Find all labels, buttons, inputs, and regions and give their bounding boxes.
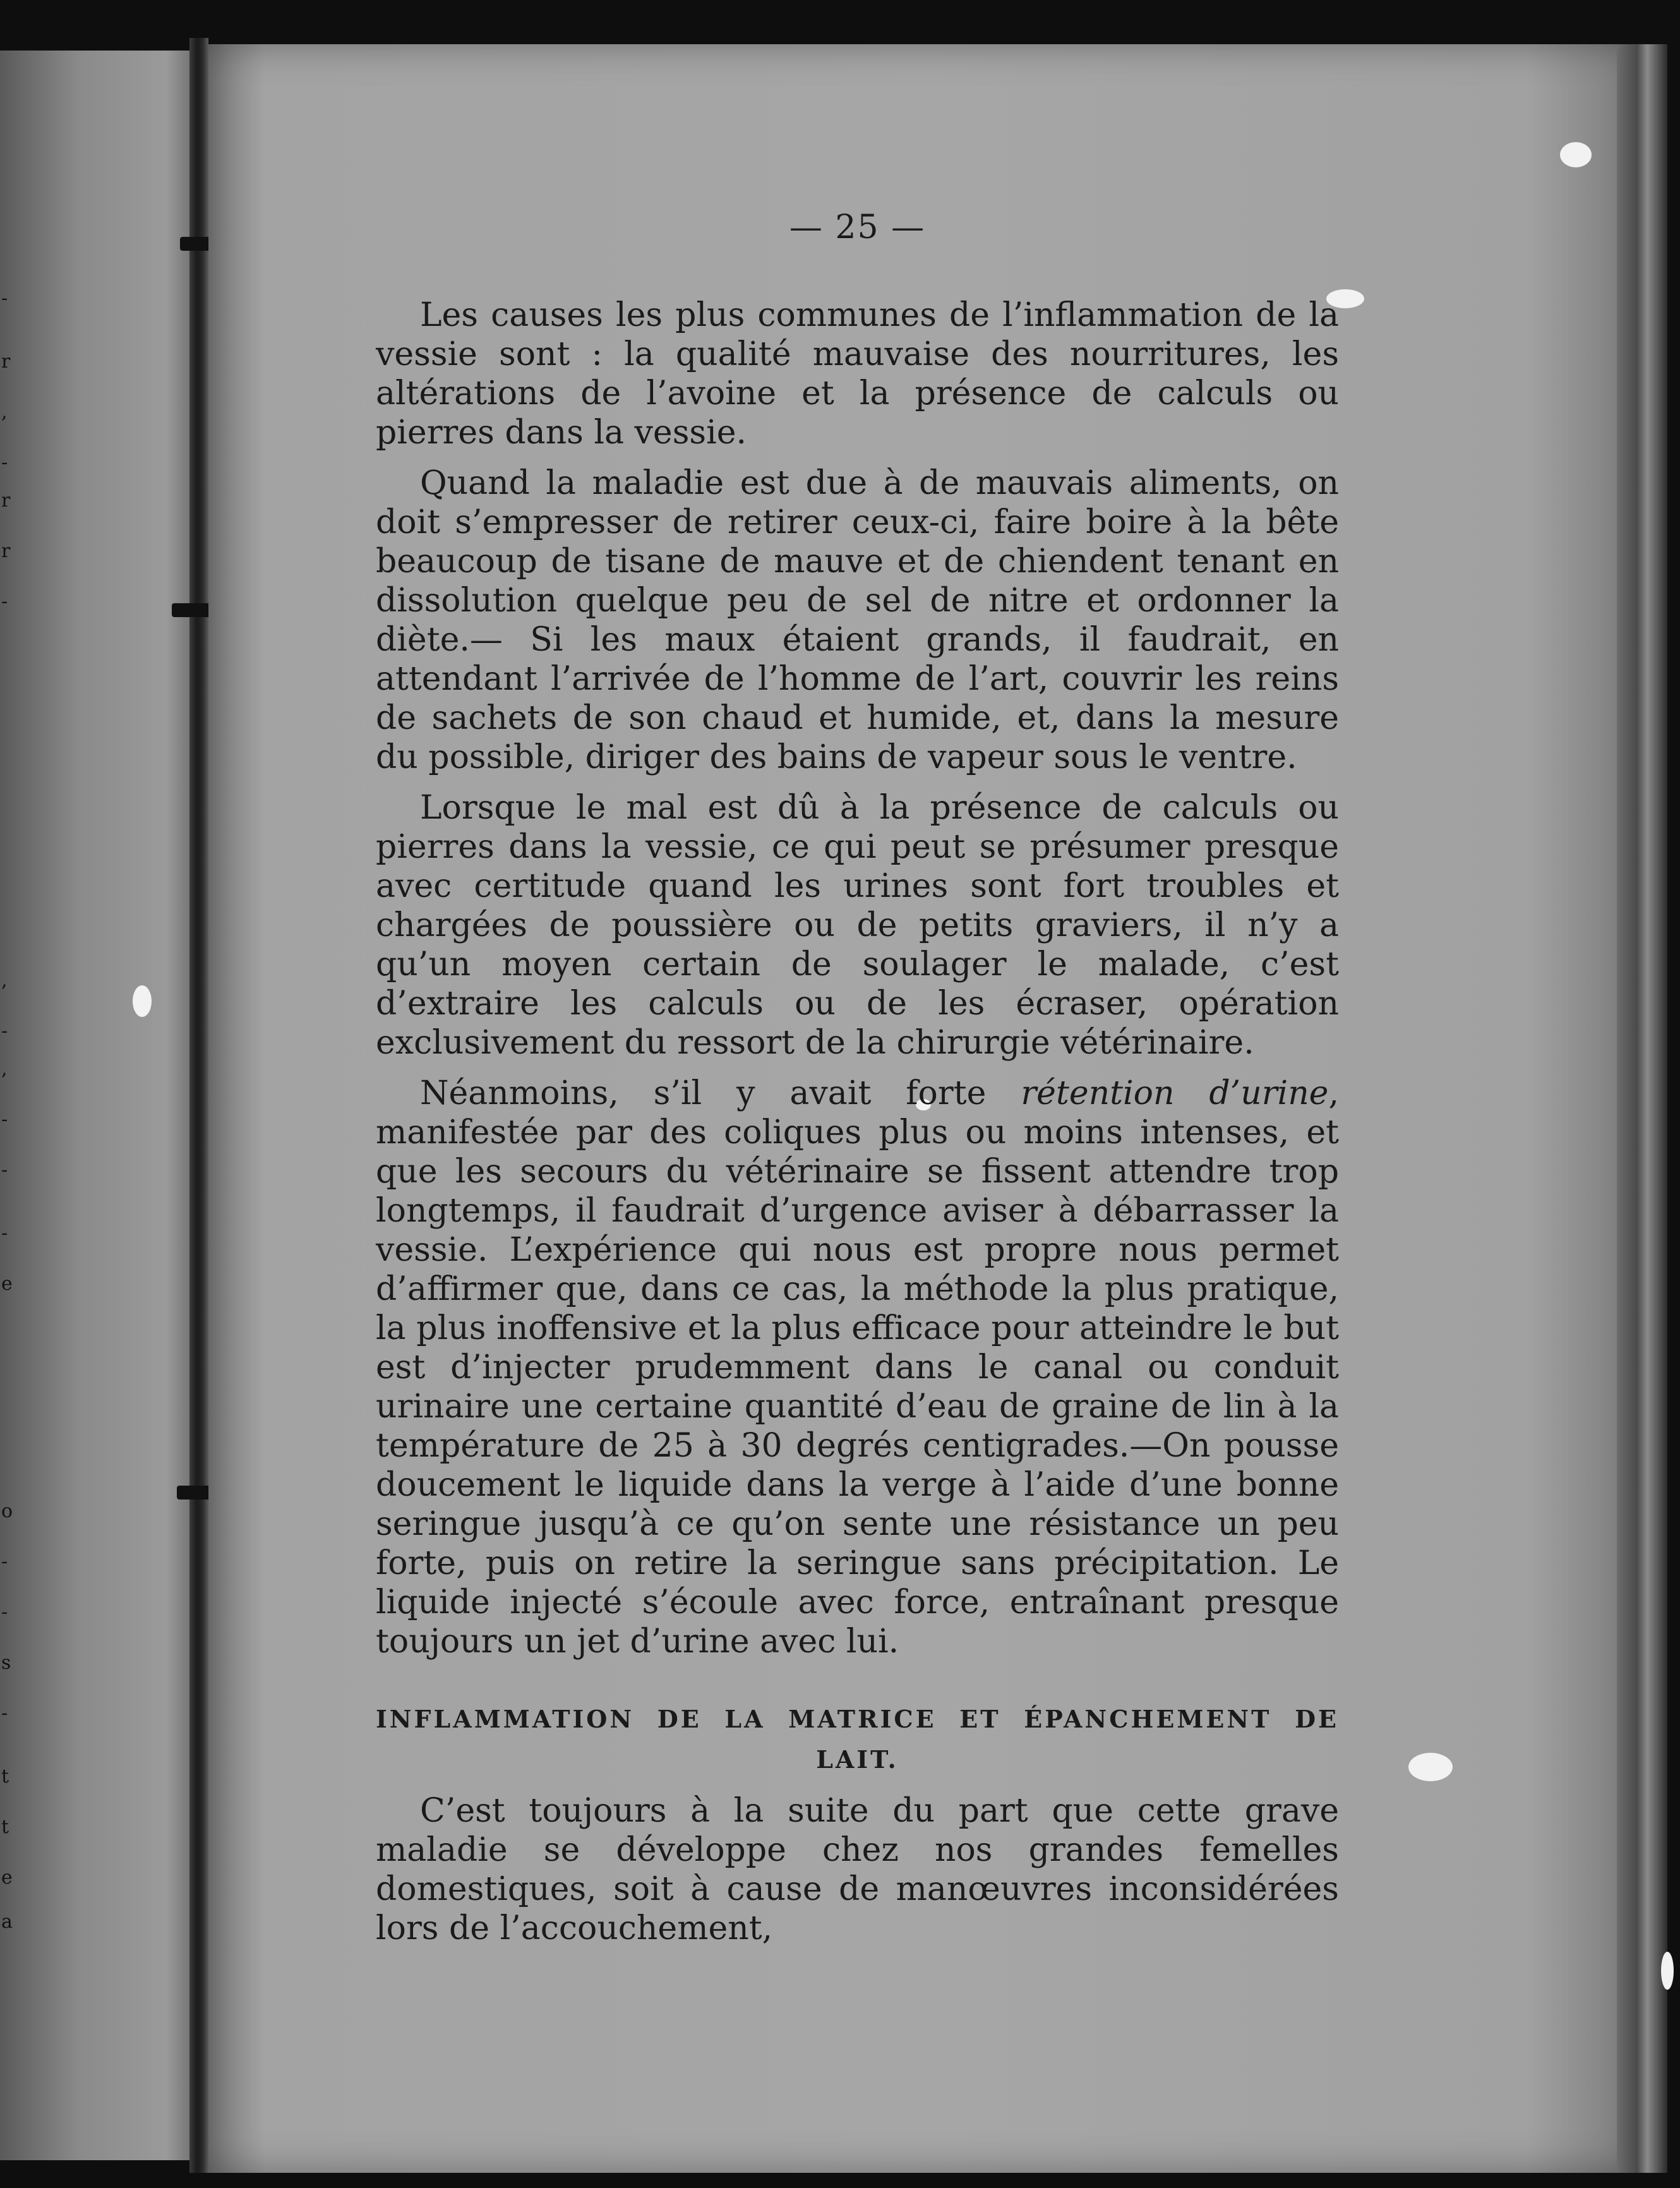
page-text [376, 208, 1339, 1959]
paper-speck [1408, 1753, 1453, 1781]
facing-page-text-fragments: - r , - r r - , - , - - - e o - - s - t t e a [1, 287, 13, 1933]
paragraph-matrice: C’est toujours à la suite du part que cette grave maladie se développe chez nos grandes femelles domestiques, soit à cause de manœuvres inconsidérées lors de l’accouchement, [376, 1792, 1339, 1947]
paragraph-retention [376, 1074, 1339, 1661]
paper-speck [133, 985, 152, 1017]
retention-text-start: Néanmoins, s’il y avait forte [420, 1074, 1021, 1112]
facing-page-edge [0, 51, 196, 2160]
retention-term: rétention d’urine [1021, 1074, 1329, 1112]
page-number: — 25 — [789, 208, 926, 246]
book-binding [189, 38, 208, 2173]
section-heading: INFLAMMATION DE LA MATRICE ET ÉPANCHEMENT DE LAIT. [376, 1705, 1339, 1774]
paper-speck [1560, 142, 1592, 167]
paragraph-bad-food: Quand la maladie est due à de mauvais aliments, on doit s’empresser de retirer ceux-ci, faire boire à la bête beaucoup de tisane de mauve et de chiendent tenant en dissolution quelque peu de sel de nitre et ordonner la diète.— Si les maux étaient grands, il faudrait, en attendant l’arrivée de l’homme de l’art, couvrir les reins de sachets de son chaud et humide, et, dans la mesure du possible, diriger des bains de vapeur sous le ventre. [376, 464, 1339, 776]
paragraph-causes: Les causes les plus communes de l’inflammation de la vessie sont : la qualité mauvaise des nourritures, les altérations de l’avoine et la présence de calculs ou pierres dans la vessie. [376, 296, 1339, 452]
paper-speck [1661, 1952, 1674, 1990]
retention-text-end: , manifestée par des coliques plus ou moins intenses, et que les secours du vétérinaire se fissent attendre trop longtemps, il faudrait d’urgence aviser à débarrasser la vessie. L’expérience qui nous est propre nous permet d’affirmer que, dans ce cas, la méthode la plus pratique, la plus inoffensive et la plus efficace pour atteindre le but est d’injecter prudemment dans le canal ou conduit urinaire une certaine quantité d’eau de graine de lin à la température de 25 à 30 degrés centigrades.—On pousse doucement le liquide dans la verge à l’aide d’une bonne seringue jusqu’à ce qu’on sente une résistance un peu forte, puis on retire la seringue sans précipitation. Le liquide injecté s’écoule avec force, entraînant presque toujours un jet d’urine avec lui. [376, 1074, 1339, 1661]
paragraph-calculi: Lorsque le mal est dû à la présence de calculs ou pierres dans la vessie, ce qui peut se présumer presque avec certitude quand les urines sont fort troubles et chargées de poussière ou de petits graviers, il n’y a qu’un moyen certain de soulager le malade, c’est d’extraire les calculs ou de les écraser, opération exclusivement du ressort de la chirurgie vétérinaire. [376, 789, 1339, 1062]
page-edge-shadow [1617, 44, 1667, 2173]
